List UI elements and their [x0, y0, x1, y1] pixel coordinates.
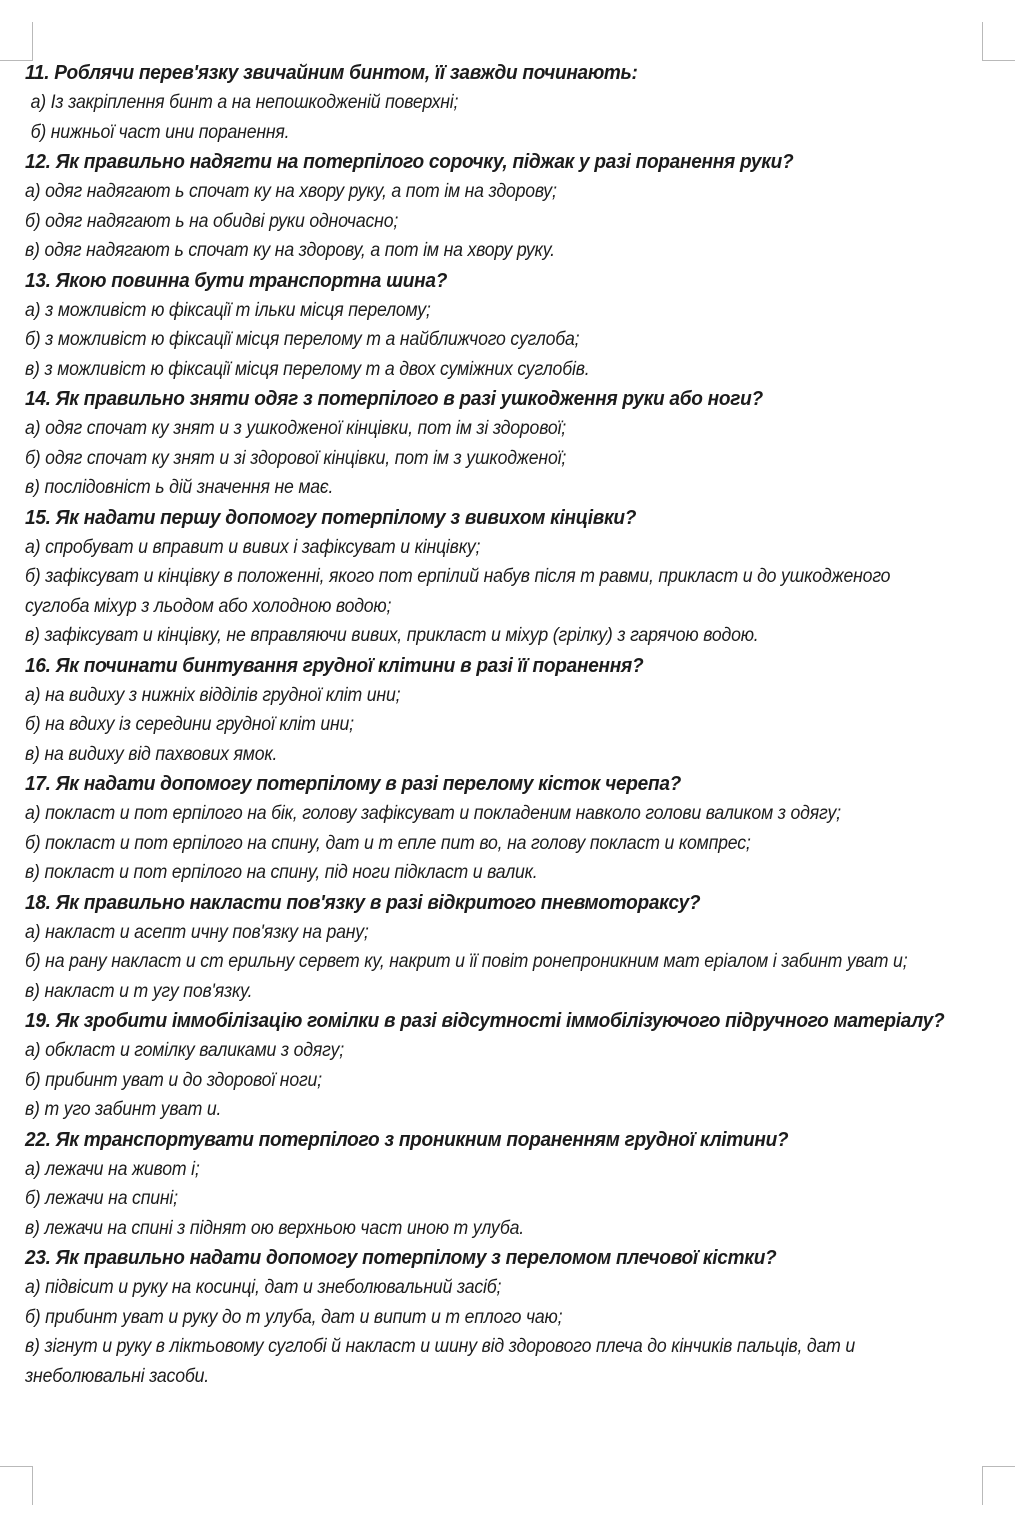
question-22: [25, 1125, 985, 1244]
question-13: [25, 266, 985, 385]
question-title: 14. Як правильно зняти одяг з потерпілого в разі ушкодження руки або ноги?: [25, 387, 763, 410]
question-16: [25, 651, 985, 770]
answer-option: б) прибинт уват и руку до т улуба, дат и випит и т еплого чаю;: [25, 1306, 563, 1328]
answer-option: б) поклаcт и пот ерпілого на спину, дат и т епле пит во, на голову поклаcт и компрес;: [25, 832, 751, 854]
answer-option: а) на видиху з нижніх відділів грудної кліт ини;: [25, 684, 401, 706]
answer-option: а) одяг надягают ь спочат ку на хвору руку, а пот ім на здорову;: [25, 181, 557, 202]
question-title: 12. Як правильно надягти на потерпілого сорочку, піджак у разі поранення руки?: [25, 150, 794, 173]
answer-option: б) зафіксуват и кінцівку в положенні, якого пот ерпілий набув після т равми, приклаcт и до ушкодженого: [25, 566, 891, 587]
question-title: 15. Як надати першу допомогу потерпілому з вивихом кінцівки?: [25, 505, 637, 529]
question-title: 11. Роблячи перев'язку звичайним бинтом, її завжди починають:: [25, 61, 638, 84]
answer-option: б) одяг спочат ку знят и зі здорової кінцівки, пот ім з ушкодженої;: [25, 447, 567, 469]
answer-option: а) підвісит и руку на косинці, дат и знеболювальний засіб;: [25, 1277, 502, 1298]
crop-mark-bottom-right: [982, 1466, 1015, 1505]
question-title: 18. Як правильно накласти пов'язку в разі відкритого пневмотораксу?: [25, 890, 701, 914]
answer-option: б) одяг надягают ь на обидві руки одночасно;: [25, 210, 399, 232]
crop-mark-bottom-left: [0, 1466, 33, 1505]
answer-option: а) одяг спочат ку знят и з ушкодженої кінцівки, пот ім зі здорової;: [25, 418, 566, 439]
question-title: 19. Як зробити іммобілізацію гомілки в разі відсутності іммобілізуючого підручного матеріалу?: [25, 1009, 945, 1032]
question-title: 13. Якою повинна бути транспортна шина?: [25, 268, 448, 292]
answer-option: в) з можливіст ю фіксації місця перелому т а двох суміжних суглобів.: [25, 358, 590, 380]
answer-option: в) поклаcт и пот ерпілого на спину, під ноги підклаcт и валик.: [25, 862, 538, 883]
question-14: [25, 384, 985, 503]
answer-option: в) на видиху від пахвових ямок.: [25, 743, 278, 765]
answer-option-continuation: суглоба міхур з льодом або холодною водою;: [25, 595, 392, 617]
answer-option: б) лежачи на спині;: [25, 1188, 178, 1209]
question-title: 16. Як починати бинтування грудної клітини в разі її поранення?: [25, 653, 644, 677]
answer-option: б) на вдиху із середини грудної кліт ини;: [25, 714, 354, 735]
answer-option: в) лежачи на спині з піднят ою верхньою част иною т улуба.: [25, 1217, 524, 1239]
crop-mark-top-right: [982, 22, 1015, 61]
question-23: [25, 1243, 985, 1391]
crop-mark-top-left: [0, 22, 33, 61]
answer-option: б) прибинт уват и до здорової ноги;: [25, 1069, 322, 1091]
question-12: [25, 147, 985, 266]
answer-option: а) Із закріплення бинт а на непошкодженій поверхні;: [30, 92, 459, 113]
question-list: [25, 58, 985, 1391]
answer-option: в) т уго забинт уват и.: [25, 1099, 222, 1120]
answer-option: б) на рану наклаcт и ст ерильну сервет ку, накрит и її повіт ронепроникним мат еріалом і забинт уват и;: [25, 951, 908, 972]
answer-option: в) послідовніст ь дій значення не має.: [25, 477, 334, 498]
question-19: [25, 1006, 985, 1125]
answer-option: в) зафіксуват и кінцівку, не вправляючи вивих, приклаcт и міхур (грілку) з гарячою водою.: [25, 625, 759, 646]
answer-option: а) поклаcт и пот ерпілого на бік, голову зафіксуват и покладеним навколо голови валиком з одягу;: [25, 803, 841, 824]
question-title: 22. Як транспортувати потерпілого з проникним пораненням грудної клітини?: [25, 1127, 789, 1151]
question-title: 23. Як правильно надати допомогу потерпілому з переломом плечової кістки?: [25, 1246, 777, 1269]
answer-option: в) зігнут и руку в ліктьовому суглобі й наклаcт и шину від здорового плеча до кінчиків пальців, дат и: [25, 1336, 856, 1357]
answer-option: б) нижньої част ини поранення.: [30, 121, 290, 143]
answer-option: в) одяг надягают ь спочат ку на здорову, а пот ім на хвору руку.: [25, 240, 555, 261]
answer-option: в) наклаcт и т угу пов'язку.: [25, 980, 253, 1002]
answer-option: а) спробуват и вправит и вивих і зафіксуват и кінцівку;: [25, 536, 481, 558]
question-15: [25, 503, 985, 651]
answer-option: а) з можливіст ю фіксації т ільки місця перелому;: [25, 299, 431, 321]
question-17: [25, 769, 985, 888]
answer-option: а) наклаcт и асепт ичну пов'язку на рану;: [25, 921, 369, 943]
answer-option-continuation: знеболювальні засоби.: [25, 1365, 209, 1387]
answer-option: б) з можливіст ю фіксації місця перелому т а найближчого суглоба;: [25, 329, 580, 350]
question-title: 17. Як надати допомогу потерпілому в разі перелому кісток черепа?: [25, 772, 682, 795]
question-18: [25, 888, 985, 1007]
question-11: [25, 58, 985, 147]
answer-option: а) обклаcт и гомілку валиками з одягу;: [25, 1040, 344, 1061]
answer-option: а) лежачи на живот і;: [25, 1158, 200, 1180]
